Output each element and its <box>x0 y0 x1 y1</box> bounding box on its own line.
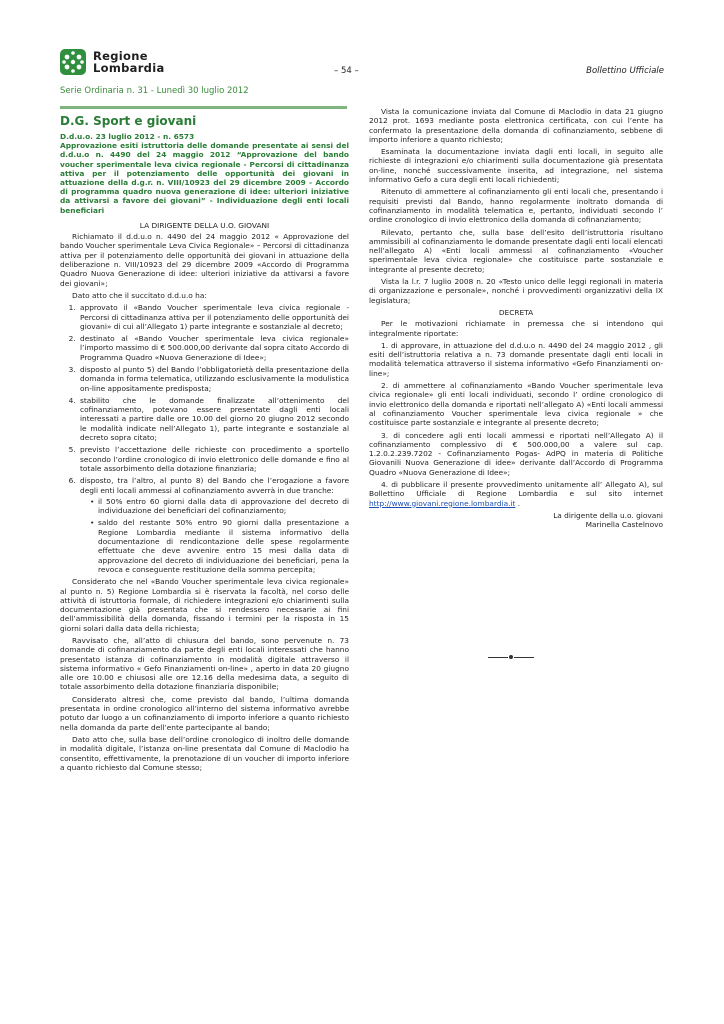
signature-name: Marinella Castelnovo <box>585 520 663 530</box>
bullet-item: • il 50% entro 60 giorni dalla data di approvazione del decreto di individuazione dei beneficiari del cofinanziamento; <box>90 497 349 516</box>
paragraph: Rilevato, pertanto che, sulla base dell’esito dell’istruttoria risultano ammissibili al cofinanziamento le domande presentate dagli enti locali elencati nell’allegato A) «Enti locali ammessi al cofinanziamento «Voucher sperimentale leva civica regionale» che costituisce parte sostanziale e integrante al presente decreto; <box>369 227 663 274</box>
paragraph: Per le motivazioni richiamate in premessa che si intendono qui integralmente riportate: <box>369 319 663 338</box>
brand-line-2: Lombardia <box>93 61 165 75</box>
list-item-text: disposto, tra l’altro, al punto 8) del Bando che l’erogazione a favore degli enti locali ammessi al cofinanziamento avverrà in due tranche: <box>80 476 349 495</box>
list-item: 2. destinato al «Bando Voucher sperimentale leva civica regionale» l’importo massimo di € 500.000,00 derivante dal sopra citato Accordo di Programma Quadro «Nuova Generazione di Idee»; <box>78 334 349 362</box>
brand-line-1: Regione <box>93 49 148 63</box>
paragraph: Richiamato il d.d.u.o n. 4490 del 24 maggio 2012 « Approvazione del bando Voucher sperimentale Leva Civica Regionale» – Percorsi di cittadinanza attiva per il potenziamento delle opportunità dei giovani in attuazione della deliberazione n. VIII/10923 del 29 dicembre 2009 «Accordo di Programma Quadro Nuova Generazione di idee: ulteriori iniziative da attivarsi a favore dei giovani»; <box>60 232 349 288</box>
serie-date: Serie Ordinaria n. 31 - Lunedì 30 luglio 2012 <box>60 86 249 96</box>
end-separator <box>488 653 534 661</box>
paragraph-text-end: . <box>515 498 521 508</box>
rosa-camuna-icon <box>60 49 86 75</box>
list-item <box>78 476 349 574</box>
paragraph <box>369 480 663 508</box>
list-item: 1. approvato il «Bando Voucher sperimentale leva civica regionale - Percorsi di cittadinanza attiva per il potenziamento delle opportunità dei giovani» di cui all’Allegato 1) parte integrante e sostanziale al decreto; <box>78 303 349 331</box>
right-column <box>369 107 663 529</box>
paragraph: Dato atto che il succitato d.d.u.o ha: <box>72 290 207 300</box>
list-item: 3. disposto al punto 5) del Bando l’obbligatorietà della presentazione della domanda in forma telematica, utilizzando esclusivamente la modulistica on-line appositamente predisposta; <box>78 365 349 393</box>
left-column <box>60 114 349 775</box>
paragraph: Considerato altresì che, come previsto dal bando, l’ultima domanda presentata in ordine cronologico all’interno del sistema informativo avrebbe potuto dar luogo a un cofinanziamento di importo inferiore a quanto richiesto nella domanda da parte dell’ente partecipante al bando; <box>60 694 349 732</box>
list-item: 4. stabilito che le domande finalizzate all’ottenimento del cofinanziamento, potevano essere presentate dagli enti locali interessati a partire dalle ore 10.00 del giorno 20 giugno 2012 secondo le modalità indicate nell’Allegato 1), parte integrante e sostanziale al decreto sopra citato; <box>78 396 349 442</box>
section-divider <box>60 106 347 109</box>
section-title: D.G. Sport e giovani <box>60 114 197 128</box>
paragraph-text: 4. di pubblicare il presente provvedimento unitamente all’ Allegato A), sul Bollettino Ufficiale di Regione Lombardia e sul sito internet <box>369 479 663 499</box>
numbered-list <box>60 303 349 574</box>
paragraph: Dato atto che, sulla base dell’ordine cronologico di inoltro delle domande in modalità digitale, l’istanza on-line presentata dal Comune di Maclodio ha consentito, effettivamente, la prenotazione di un voucher di importo inferiore a quanto richiesto dal Comune stesso; <box>60 734 349 772</box>
paragraph: Esaminata la documentazione inviata dagli enti locali, in seguito alle richieste di integrazioni e/o chiarimenti sulla documentazione già presentata on-line, nonché successivamente inserita, ad integrazione, nel sistema informativo Gefo a cura degli enti locali richiedenti; <box>369 147 663 185</box>
bullet-list <box>80 497 349 574</box>
decree-id: D.d.u.o. 23 luglio 2012 - n. 6573 <box>60 132 195 141</box>
paragraph: 2. di ammettere al cofinanziamento «Bando Voucher sperimentale leva civica regionale» gli enti locali individuati, secondo l’ ordine cronologico di invio elettronico della domanda e riportati nell’allegato A) «Enti locali ammessi al cofinanziamento Voucher sperimentale leva civica regionale » che costituisce parte sostanziale e integrante al presente decreto; <box>369 381 663 428</box>
paragraph: Ritenuto di ammettere al cofinanziamento gli enti locali che, presentando i requisiti previsti dal Bando, hanno regolarmente inoltrato domanda di cofinanziamento in modalità telematica e, pertanto, individuati secondo l’ ordine cronologico di invio elettronico della domanda di cofinanziamento; <box>369 187 663 225</box>
page-number: – 54 – <box>334 66 359 76</box>
paragraph: Vista la comunicazione inviata dal Comune di Maclodio in data 21 giugno 2012 prot. 1693 mediante posta elettronica certificata, con cui l’ente ha confermato la presentazione della domanda di cofinanziamento, sebbene di importo inferiore a quanto richiesto; <box>369 107 663 144</box>
brand-name <box>93 50 165 74</box>
paragraph: 3. di concedere agli enti locali ammessi e riportati nell’Allegato A) il cofinanziamento complessivo di € 500.000,00 a valere sul cap. 1.2.0.2.239.7202 - Cofinanziamento Pogas- AdPQ in materia di Politiche Giovanili Nuova Generazione di idee» derivante dall’Accordo di Programma Quadro «Nuova Generazione di Idee»; <box>369 430 663 477</box>
regione-lombardia-logo <box>60 49 86 75</box>
website-link[interactable]: http://www.giovani.regione.lombardia.it <box>369 498 516 508</box>
paragraph: Considerato che nel «Bando Voucher sperimentale leva civica regionale» al punto n. 5) Regione Lombardia si è riservata la facoltà, nel corso delle attività di istruttoria formale, di richiedere integrazioni e/o chiarimenti sulla documentazione già presentata che si rendessero necessarie ai fini dell’ammissibilità della domanda, fissando i termini per la risposta in 15 giorni solari dalla data della richiesta; <box>60 577 349 633</box>
paragraph: 1. di approvare, in attuazione del d.d.u.o n. 4490 del 24 maggio 2012 , gli esiti dell’istruttoria relativa a n. 73 domande presentate dagli enti locali in modalità telematica attraverso il sistema informativo «Gefo Finanziamenti on-line»; <box>369 340 663 378</box>
authority-heading: LA DIRIGENTE DELLA U.O. GIOVANI <box>139 220 270 230</box>
paragraph: Ravvisato che, all’atto di chiusura del bando, sono pervenute n. 73 domande di cofinanziamento da parte degli enti locali interessati che hanno presentato istanza di cofinanziamento in modalità digitale attraverso il sistema informativo « Gefo Finanziamenti on-line» , aperto in data 20 giugno alle ore 10.00 e chiusosi alle ore 12.16 della medesima data, a seguito di totale assorbimento della dotazione finanziaria disponibile; <box>60 636 349 692</box>
signature-role: La dirigente della u.o. giovani <box>553 510 663 520</box>
decree-subject: Approvazione esiti istruttoria delle domande presentate ai sensi del d.d.u.o n. 4490 del 24 maggio 2012 “Approvazione del bando voucher sperimentale leva civica regionale - Percorsi di cittadinanza attiva per il potenziamento delle opportunità dei giovani in attuazione della d.g.r. n. VIII/10923 del 29 dicembre 2009 - Accordo di programma quadro nuova generazione di idee: ulteriori iniziative da attivarsi a favore dei giovani” - Individuazione degli enti locali beneficiari <box>60 141 349 215</box>
bulletin-title: Bollettino Ufficiale <box>586 66 664 76</box>
paragraph: Vista la l.r. 7 luglio 2008 n. 20 «Testo unico delle leggi regionali in materia di organizzazione e personale», nonché i provvedimenti organizzativi della IX legislatura; <box>369 277 663 305</box>
decreta-heading: DECRETA <box>498 307 534 317</box>
list-item: 5. previsto l’accettazione delle richieste con procedimento a sportello secondo l’ordine cronologico di invio elettronico delle domande e fino al totale assorbimento della dotazione finanziaria; <box>78 445 349 473</box>
bullet-item: • saldo del restante 50% entro 90 giorni dalla presentazione a Regione Lombardia mediante il sistema informativo della documentazione di rendicontazione delle spese regolarmente effettuate che deve avvenire entro 15 mesi dalla data di approvazione del decreto di individuazione dei beneficiari, pena la revoca e conseguente restituzione della somma percepita; <box>90 518 349 574</box>
